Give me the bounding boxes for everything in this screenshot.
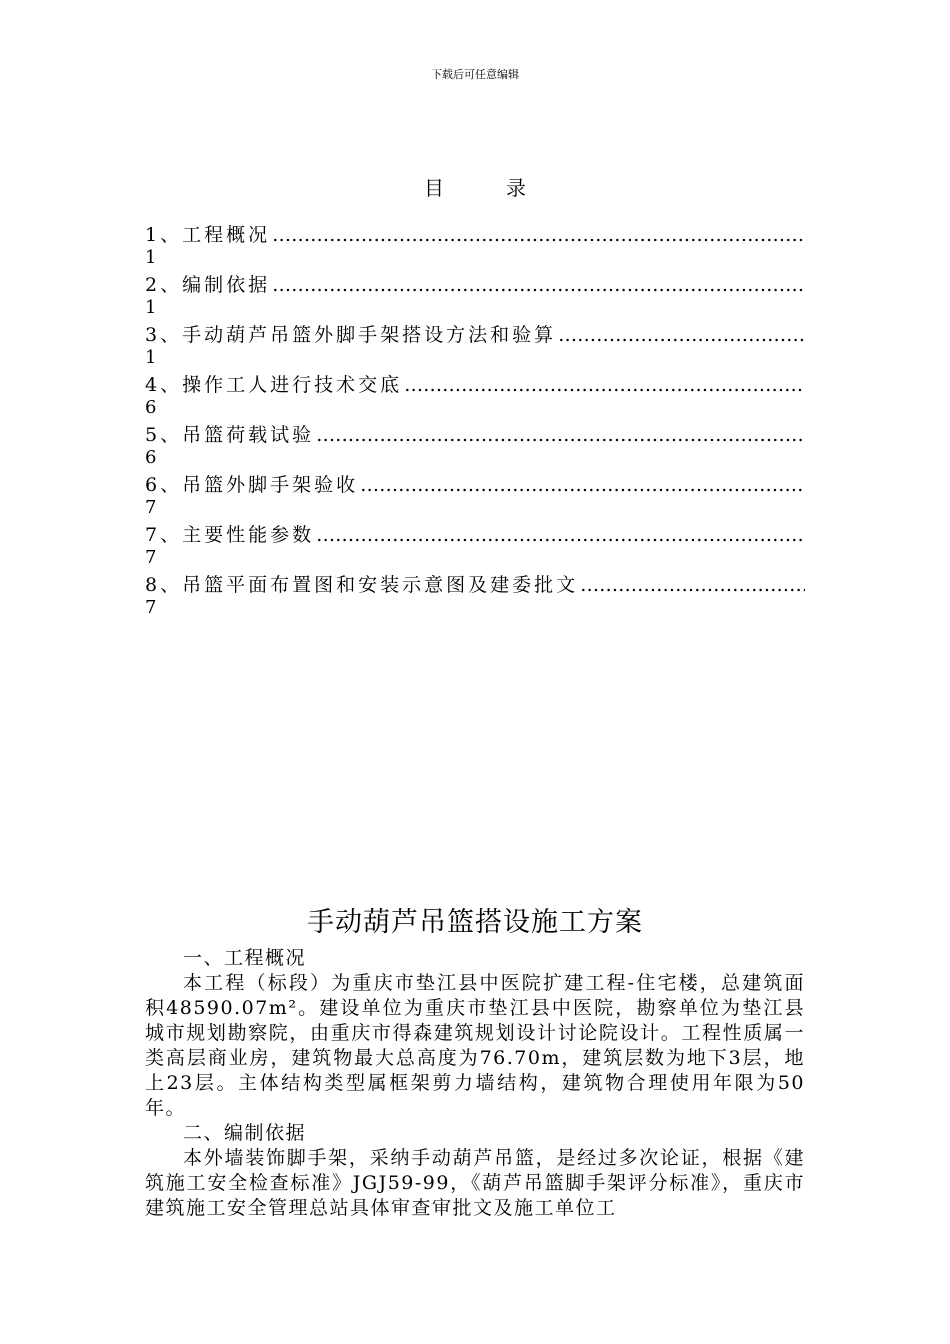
- section-paragraph: 本外墙装饰脚手架，采纳手动葫芦吊篮，是经过多次论证，根据《建筑施工安全检查标准》JGJ59-99，《葫芦吊篮脚手架评分标准》，重庆市建筑施工安全管理总站具体审查审批文及施工单位工: [145, 1147, 805, 1219]
- document-body: [145, 946, 805, 1221]
- table-of-contents: [145, 222, 805, 622]
- toc-item-label: 4、操作工人进行技术交底: [145, 374, 403, 396]
- toc-item-page: 7: [145, 597, 157, 618]
- section-heading: 二、编制依据: [183, 1122, 307, 1144]
- toc-item[interactable]: [145, 522, 805, 572]
- toc-item-label: 5、吊篮荷载试验: [145, 424, 315, 446]
- toc-item-label: 6、吊篮外脚手架验收: [145, 474, 359, 496]
- toc-item[interactable]: [145, 422, 805, 472]
- toc-item-label: 1、工程概况: [145, 224, 271, 246]
- section-paragraph: 本工程（标段）为重庆市垫江县中医院扩建工程-住宅楼，总建筑面积48590.07m²。建设单位为重庆市垫江县中医院，勘察单位为垫江县城市规划勘察院，由重庆市得森建筑规划设计讨论院设计。工程性质属一类高层商业房，建筑物最大总高度为76.70m，建筑层数为地下3层，地上23层。主体结构类型属框架剪力墙结构，建筑物合理使用年限为50年。: [145, 972, 805, 1119]
- toc-item-page: 7: [145, 547, 157, 568]
- toc-item[interactable]: [145, 322, 805, 372]
- toc-title-right: 录: [506, 176, 526, 200]
- section-heading: 一、工程概况: [183, 947, 307, 969]
- toc-item-label: 8、吊篮平面布置图和安装示意图及建委批文: [145, 574, 579, 596]
- toc-item-label: 3、手动葫芦吊篮外脚手架搭设方法和验算: [145, 324, 557, 346]
- toc-item-page: 6: [145, 447, 157, 468]
- toc-item-label: 7、主要性能参数: [145, 524, 315, 546]
- toc-item-page: 1: [145, 297, 157, 318]
- toc-item-page: 7: [145, 497, 157, 518]
- toc-item-page: 1: [145, 347, 157, 368]
- toc-item[interactable]: [145, 472, 805, 522]
- header-note: 下载后可任意编辑: [431, 68, 519, 81]
- document-title: 手动葫芦吊篮搭设施工方案: [307, 907, 643, 938]
- toc-title-left: 目: [424, 176, 444, 200]
- toc-item-page: 6: [145, 397, 157, 418]
- toc-item[interactable]: [145, 222, 805, 272]
- toc-item-page: 1: [145, 247, 157, 268]
- toc-item[interactable]: [145, 572, 805, 622]
- toc-item[interactable]: [145, 372, 805, 422]
- toc-title: [0, 172, 950, 201]
- toc-item[interactable]: [145, 272, 805, 322]
- toc-item-label: 2、编制依据: [145, 274, 271, 296]
